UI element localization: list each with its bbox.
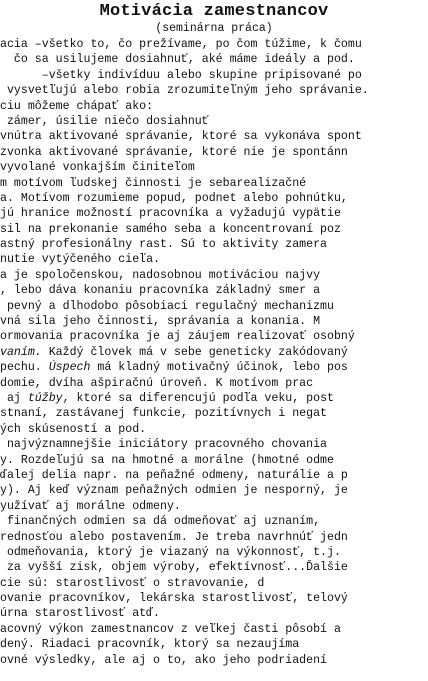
text-line: vyvolané vonkajším činiteľom [0,161,195,175]
text-line: ciu môžeme chápať ako: [0,99,154,113]
text-line: vaním. Každý človek má v sebe geneticky zakódovaný [0,345,348,359]
text-line: najvýznamnejšie iniciátory pracovného chovania [0,438,327,452]
text-line: vnútra aktivované správanie, ktoré sa vykonáva spont [0,130,362,144]
text-line: pechu. Úspech má kladný motivačný účinok, lebo pos [0,361,348,375]
text-line: úrna starostlivosť atď. [0,607,161,621]
text-line: ovanie pracovníkov, lekárska starostlivosť, telový [0,592,348,606]
text-line: vysvetľujú alebo robia zrozumiteľným jeho správanie. [0,84,369,98]
text-line: astný profesionálny rast. Sú to aktivity zamera [0,238,327,252]
text-line: a je spoločenskou, nadosobnou motiváciou najvy [0,268,321,282]
text-line: za vyšší zisk, objem výroby, efektívnosť...Ďalšie [0,561,348,575]
text-line: rednosťou alebo postavením. Je treba navrhnúť jedn [0,530,348,544]
text-line: ých skúseností a pod. [0,422,147,436]
text-line: –všetky indivíduu alebo skupine pripisované po [0,68,362,82]
text-line: domie, dvíha ašpiračnú úroveň. K motívom prac [0,376,314,390]
text-line: čo sa usilujeme dosiahnuť, aké máme ideály a pod. [0,53,355,67]
text-line: finančných odmien sa dá odmeňovať aj uznaním, [0,515,321,529]
text-line: nutie vytýčeného cieľa. [0,253,161,267]
text-line: zvonka aktivované správanie, ktoré nie je spontánn [0,145,348,159]
text-line: vná sila jeho činnosti, správania a konania. M [0,315,321,329]
text-line: zámer, úsilie niečo dosiahnuť [0,114,209,128]
document-title: Motivácia zamestnancov [99,2,329,21]
text-line: pevný a dlhodobo pôsobiaci regulačný mechanizmu [0,299,334,313]
text-line: odmeňovania, ktorý je viazaný na výkonnosť, t.j. [0,545,341,559]
text-line: ovné výsledky, ale aj o to, ako jeho podriadení [0,653,327,667]
text-line: , lebo dáva konaniu pracovníka základný smer a [0,284,321,298]
text-line: sil na prekonanie samého seba a koncentrovaní poz [0,222,341,236]
text-line: y). Aj keď význam peňažných odmien je nesporný, je [0,484,348,498]
text-line: jú hranice možností pracovníka a vyžadujú vypätie [0,207,341,221]
text-line: y. Rozdeľujú sa na hmotné a morálne (hmotné odme [0,453,334,467]
text-line: acia –všetko to, čo prežívame, po čom túžime, k čomu [0,38,362,51]
text-line: aj túžby, ktoré sa diferencujú podľa veku, post [0,391,334,405]
document-body [0,37,428,668]
document-subtitle: (seminárna práca) [155,22,273,35]
text-line: stnaní, zastávanej funkcie, pozitívnych i negat [0,407,327,421]
text-line: m motívom ľudskej činnosti je sebarealizačné [0,176,307,190]
text-line: a. Motívom rozumieme popud, podnet alebo pohnútku, [0,191,348,205]
text-line: ďalej delia napr. na peňažné odmeny, naturálie a p [0,468,348,482]
text-line: dený. Riadaci pracovník, ktorý sa nezaujíma [0,638,300,652]
text-line: yužívať aj morálne odmeny. [0,499,181,513]
text-line: acovný výkon zamestnancov z veľkej časti pôsobí a [0,622,341,636]
text-line: ormovania pracovníka je aj záujem realizovať osobný [0,330,355,344]
text-line: cie sú: starostlivosť o stravovanie, d [0,576,265,590]
